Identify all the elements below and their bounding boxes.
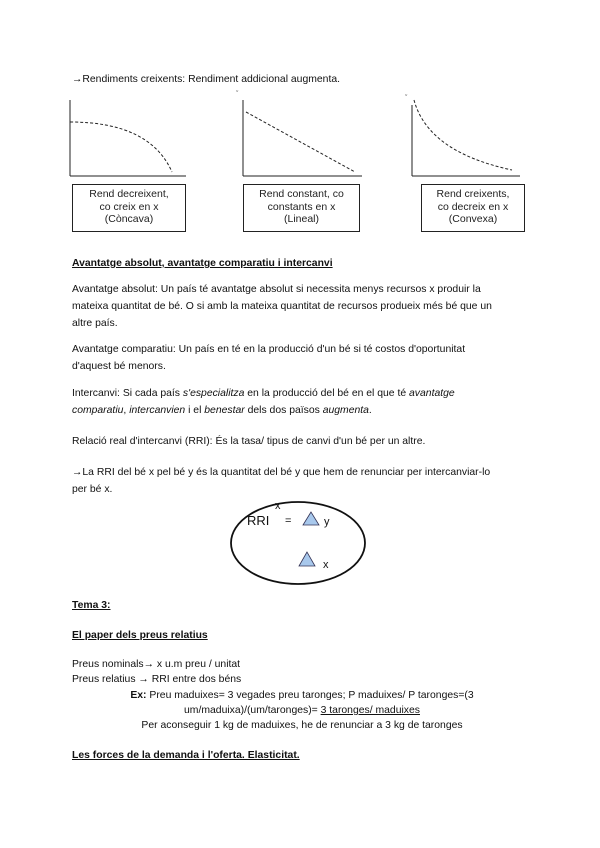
graph-label-line: Rend creixents, (436, 188, 510, 200)
graph-label-line: (Lineal) (283, 213, 320, 225)
section-heading-preus: El paper dels preus relatius (72, 630, 208, 641)
rri-explanation-line: per bé x. (72, 484, 113, 495)
example-line-1 (72, 688, 532, 703)
nominal-prices: Preus nominals→ x u.m preu / unitat (72, 659, 241, 670)
example-line-3: Per aconseguir 1 kg de maduixes, he de renunciar a 3 kg de taronges (141, 720, 463, 731)
comparative-advantage-line: d'aquest bé menors. (72, 361, 166, 372)
svg-text:ˇ: ˇ (236, 91, 239, 98)
text-run-italic: s'especialitza (182, 388, 245, 399)
rri-definition: Relació real d'intercanvi (RRI): És la tasa/ tipus de canvi d'un bé per un altre. (72, 436, 426, 447)
graph-label-line: (Convexa) (448, 213, 498, 225)
diagram-equals: = (285, 515, 292, 527)
example-label: Ex: (130, 690, 147, 701)
rri-explanation-line: →La RRI del bé x pel bé y és la quantitat del bé y que hem de renunciar per intercanviar-lo (72, 467, 491, 478)
absolute-advantage-line: Avantatge absolut: Un país té avantatge absolut si necessita menys recursos x produir la (72, 284, 481, 295)
graph-label-line: Rend constant, co (259, 188, 344, 200)
graph-label-line: constants en x (267, 200, 336, 213)
diagram-y-label: y (324, 516, 330, 528)
section-heading-avantatge: Avantatge absolut, avantatge comparatiu i intercanvi (72, 258, 333, 269)
text-run-italic: augmenta (322, 405, 369, 416)
svg-text:ˇ: ˇ (405, 95, 408, 102)
absolute-advantage-line: altre país. (72, 318, 118, 329)
diagram-x-label: x (323, 559, 329, 571)
text-run-italic: comparatiu (72, 405, 124, 416)
relative-prices: Preus relatius → RRI entre dos béns (72, 674, 242, 685)
text-run-underlined: 3 taronges/ maduixes (320, 705, 420, 716)
text-run: . (368, 405, 372, 416)
text-run-italic: intercanvien (129, 405, 186, 416)
graph-label-line: Rend decreixent, (89, 188, 169, 200)
text-run: dels dos països (244, 405, 323, 416)
graph-label-line: co decreix en x (437, 200, 509, 213)
graph-label-line: (Còncava) (104, 213, 154, 225)
text-run: Intercanvi: Si cada país (72, 388, 183, 399)
example-line-2 (72, 703, 532, 718)
text-run: i el (185, 405, 205, 416)
text-run: en la producció del bé en el que té (244, 388, 410, 399)
text-run-italic: benestar (204, 405, 245, 416)
comparative-advantage-line: Avantatge comparatiu: Un país en té en la producció d'un bé si té costos d'oportunitat (72, 344, 466, 355)
text-run: , (123, 405, 130, 416)
text-run: Preu maduixes= 3 vegades preu taronges; P maduixes/ P taronges=(3 (146, 690, 474, 701)
diagram-rri-label: RRI (247, 513, 270, 528)
text-run-italic: avantatge (409, 388, 455, 399)
text-run: um/maduixa)/(um/taronges)= (184, 705, 321, 716)
diagram-superscript-x: x (275, 500, 281, 512)
intro-text: →Rendiments creixents: Rendiment addicional augmenta. (72, 74, 340, 85)
absolute-advantage-line: mateixa quantitat de bé. O si amb la mateixa quantitat de recursos produeix més bé que un (72, 301, 492, 312)
section-heading-forces: Les forces de la demanda i l'oferta. Elasticitat. (72, 750, 300, 761)
tema-heading: Tema 3: (72, 600, 111, 611)
graph-label-line: co creix en x (99, 200, 159, 213)
